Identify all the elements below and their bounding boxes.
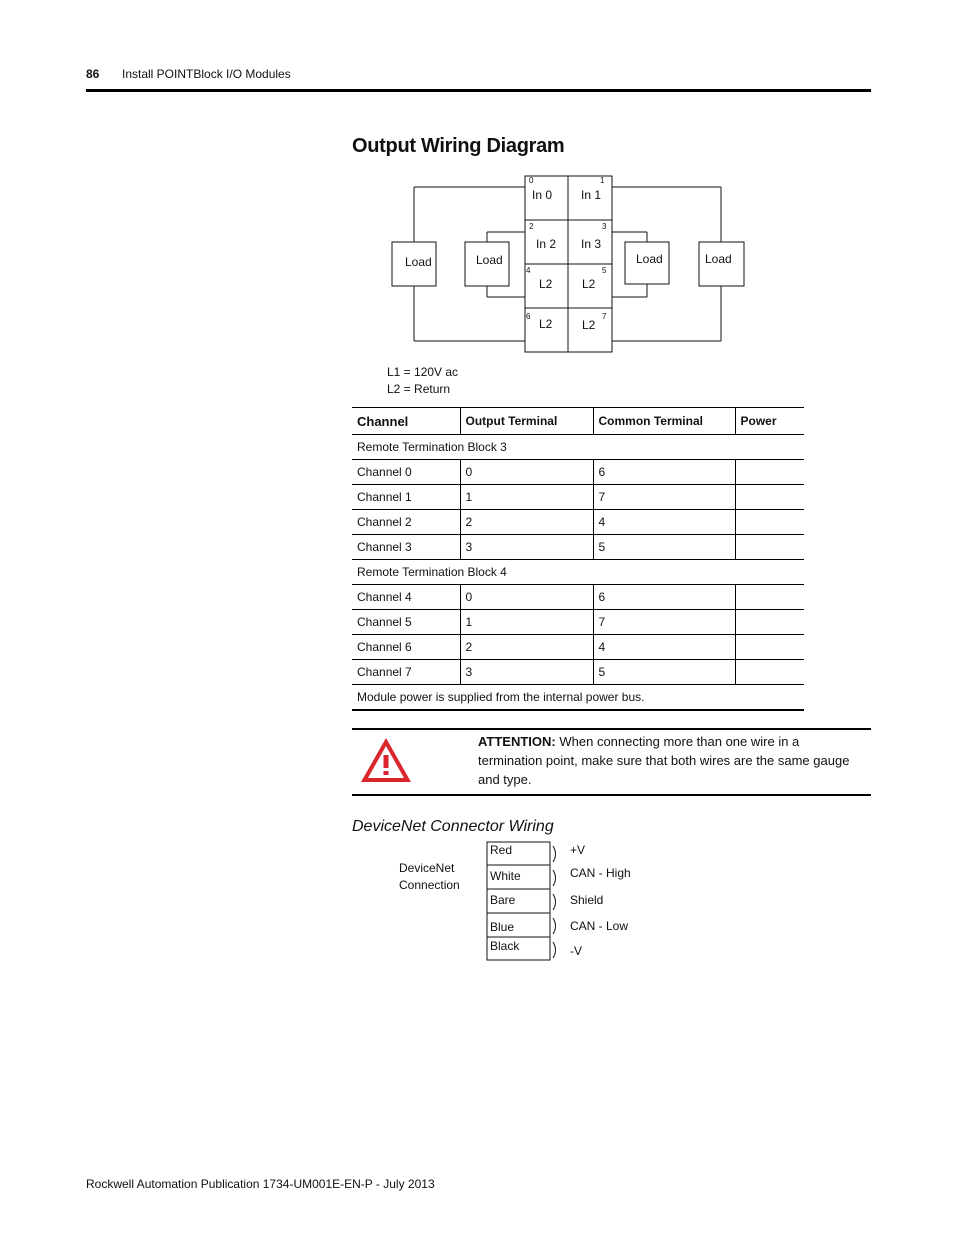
table-row [352, 660, 804, 685]
table-row [352, 585, 804, 610]
terminal-label: In 1 [581, 188, 602, 202]
signal-label: -V [570, 944, 582, 958]
terminal-label: L2 [539, 277, 553, 291]
column-header: Channel [352, 408, 460, 435]
table-cell: 5 [593, 535, 735, 560]
table-cell [735, 510, 804, 535]
warning-icon [358, 735, 414, 785]
table-row [352, 635, 804, 660]
table-cell: 1 [460, 610, 593, 635]
group-label: Remote Termination Block 4 [352, 560, 804, 585]
terminal-number: 1 [600, 176, 605, 185]
terminal-table [352, 407, 804, 711]
terminal-label: In 0 [532, 188, 553, 202]
table-cell [735, 660, 804, 685]
table-cell: Channel 0 [352, 460, 460, 485]
load-label: Load [476, 253, 503, 267]
connection-line: DeviceNet [399, 861, 455, 875]
column-header: Power [735, 408, 804, 435]
attention-label: ATTENTION: [478, 734, 556, 749]
table-group-row [352, 560, 804, 585]
group-label: Remote Termination Block 3 [352, 435, 804, 460]
table-cell: 6 [593, 585, 735, 610]
table-row [352, 485, 804, 510]
table-cell: 7 [593, 610, 735, 635]
running-header: Install POINTBlock I/O Modules [122, 67, 291, 81]
wire-color-label: Red [490, 843, 513, 857]
table-cell [735, 460, 804, 485]
terminal-label: L2 [582, 318, 596, 332]
terminal-label: L2 [582, 277, 596, 291]
table-cell: 3 [460, 535, 593, 560]
table-cell [735, 610, 804, 635]
devicenet-title: DeviceNet Connector Wiring [352, 818, 554, 835]
devicenet-connection-label [399, 860, 479, 894]
table-cell: 4 [593, 635, 735, 660]
table-cell [735, 635, 804, 660]
table-cell: 7 [593, 485, 735, 510]
table-cell: 2 [460, 510, 593, 535]
table-cell: 1 [460, 485, 593, 510]
table-cell: 0 [460, 585, 593, 610]
table-row [352, 510, 804, 535]
attention-text [478, 732, 858, 789]
terminal-number: 3 [602, 222, 607, 231]
legend-l2: L2 = Return [387, 382, 451, 396]
load-label: Load [636, 252, 663, 266]
wire-color-label: Bare [490, 893, 516, 907]
table-cell [735, 535, 804, 560]
table-header-row [352, 408, 804, 435]
column-header: Common Terminal [593, 408, 735, 435]
table-row [352, 535, 804, 560]
table-cell: 6 [593, 460, 735, 485]
page-title: Output Wiring Diagram [352, 135, 565, 157]
terminal-number: 4 [526, 266, 531, 275]
output-wiring-diagram [0, 0, 954, 410]
table-row [352, 460, 804, 485]
terminal-label: L2 [539, 317, 553, 331]
table-cell: Channel 7 [352, 660, 460, 685]
signal-label: CAN - High [570, 866, 631, 880]
column-header: Output Terminal [460, 408, 593, 435]
signal-label: +V [570, 843, 586, 857]
legend-l1: L1 = 120V ac [387, 365, 459, 379]
table-cell: Channel 6 [352, 635, 460, 660]
wire-color-label: White [490, 869, 521, 883]
table-cell: 4 [593, 510, 735, 535]
table-cell: Channel 1 [352, 485, 460, 510]
terminal-label: In 3 [581, 237, 602, 251]
attention-body: When connecting more than one wire in a termination point, make sure that both wires are the same gauge and type. [478, 734, 850, 787]
table-cell: 5 [593, 660, 735, 685]
signal-label: CAN - Low [570, 919, 629, 933]
terminal-number: 7 [602, 312, 607, 321]
page-number: 86 [86, 67, 100, 81]
table-cell: 2 [460, 635, 593, 660]
terminal-number: 6 [526, 312, 531, 321]
terminal-number: 5 [602, 266, 607, 275]
terminal-label: In 2 [536, 237, 557, 251]
wire-color-label: Black [490, 939, 520, 953]
table-group-row [352, 435, 804, 460]
table-cell [735, 485, 804, 510]
connection-line: Connection [399, 878, 460, 892]
table-cell [735, 585, 804, 610]
table-cell: Channel 2 [352, 510, 460, 535]
table-cell: 0 [460, 460, 593, 485]
table-cell: 3 [460, 660, 593, 685]
page-footer: Rockwell Automation Publication 1734-UM001E-EN-P - July 2013 [86, 1177, 435, 1191]
table-footnote: Module power is supplied from the internal power bus. [352, 685, 804, 711]
table-footnote-row [352, 685, 804, 711]
load-label: Load [705, 252, 732, 266]
table-cell: Channel 3 [352, 535, 460, 560]
table-row [352, 610, 804, 635]
signal-label: Shield [570, 893, 604, 907]
table-cell: Channel 5 [352, 610, 460, 635]
terminal-number: 2 [529, 222, 534, 231]
terminal-number: 0 [529, 176, 534, 185]
wire-color-label: Blue [490, 920, 515, 934]
table-cell: Channel 4 [352, 585, 460, 610]
load-label: Load [405, 255, 432, 269]
